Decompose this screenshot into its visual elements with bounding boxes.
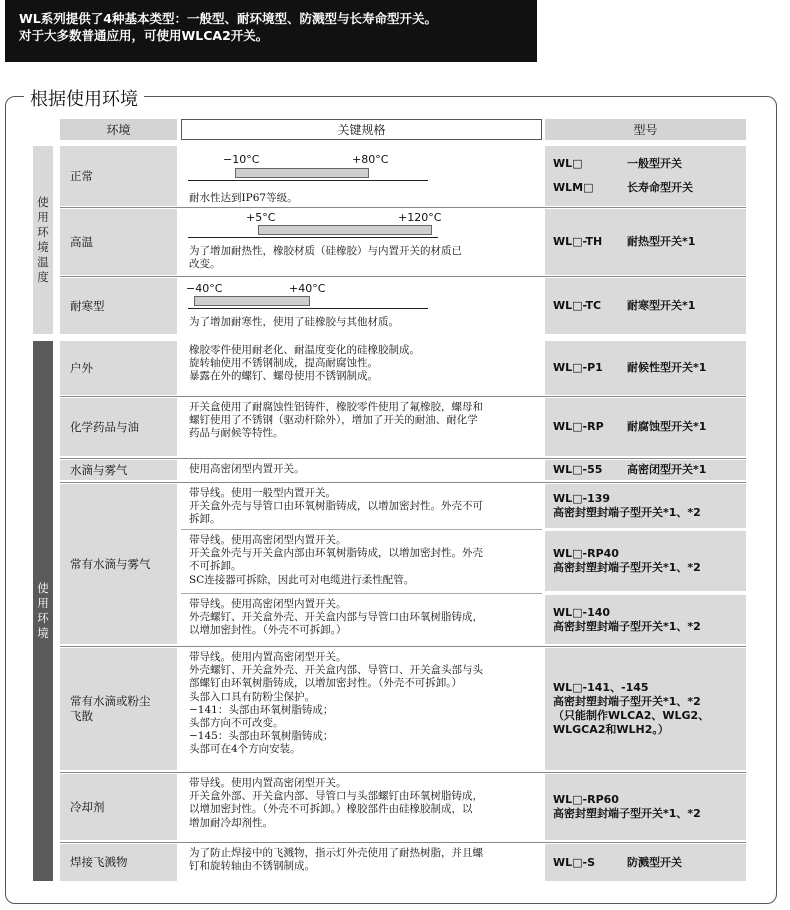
env-label: 化学药品与油 bbox=[60, 398, 177, 456]
model-desc: 耐候性型开关*1 bbox=[627, 361, 707, 374]
env-row-water-mist bbox=[60, 460, 746, 480]
intro-banner bbox=[5, 0, 537, 62]
env-row-dust bbox=[60, 648, 746, 770]
model-cell bbox=[545, 398, 746, 456]
model-desc: 高密闭型开关*1 bbox=[627, 463, 707, 476]
temp-axis bbox=[188, 180, 428, 181]
spec-text: 开关盒使用了耐腐蚀性铝铸件，橡胶零件使用了氟橡胶，螺母和 螺钉使用了不锈钢（驱动杆除外），增加了开关的耐油、耐化学 药品与耐候等特性。 bbox=[189, 401, 483, 440]
header-model: 型号 bbox=[545, 119, 746, 140]
model-extra: 高密封塑封端子型开关*1、*2 bbox=[553, 561, 701, 574]
model-code: WL□-RP40 bbox=[553, 547, 619, 560]
row-divider bbox=[60, 396, 746, 397]
model-extra: 高密封塑封端子型开关*1、*2 （只能制作WLCA2、WLG2、 WLGCA2和WLH2。） bbox=[553, 695, 710, 736]
model-cell bbox=[545, 648, 746, 770]
model-code: WL□-TH bbox=[553, 235, 603, 248]
temp-note: 为了增加耐热性，橡胶材质（硅橡胶）与内置开关的材质已 改变。 bbox=[189, 245, 462, 270]
env-row-140 bbox=[60, 595, 746, 644]
model-desc: 长寿命型开关 bbox=[627, 181, 693, 194]
temp-low-label: +5°C bbox=[246, 211, 276, 224]
model-extra: 高密封塑封端子型开关*1、*2 bbox=[553, 506, 701, 519]
model-cell bbox=[545, 844, 746, 881]
row-divider bbox=[60, 646, 746, 647]
model-cell bbox=[545, 595, 746, 644]
side-label-temperature: 使 用 环 境 温 度 bbox=[33, 146, 53, 334]
model-desc: 一般型开关 bbox=[627, 157, 682, 170]
temp-range-bar bbox=[235, 168, 369, 178]
row-divider bbox=[60, 458, 746, 459]
model-code: WL□-140 bbox=[553, 605, 611, 619]
row-divider bbox=[60, 772, 746, 773]
model-cell bbox=[545, 278, 746, 334]
env-row-rp40 bbox=[60, 531, 746, 591]
model-code: WL□ bbox=[553, 157, 583, 170]
temp-note: 耐水性达到IP67等级。 bbox=[189, 192, 298, 204]
model-cell bbox=[545, 341, 746, 395]
model-code: WLM□ bbox=[553, 181, 594, 194]
model-code: WL□-S bbox=[553, 855, 596, 869]
temp-row-normal bbox=[60, 146, 746, 206]
model-extra: 高密封塑封端子型开关*1、*2 bbox=[553, 807, 701, 820]
temp-axis bbox=[188, 237, 438, 238]
model-desc: 耐寒型开关*1 bbox=[627, 299, 696, 312]
spec-text: 橡胶零件使用耐老化、耐温度变化的硅橡胶制成。 旋转轴使用不锈钢制成，提高耐腐蚀性。 暴露在外的螺钉、螺母使用不锈钢制成。 bbox=[189, 344, 420, 383]
row-divider bbox=[60, 276, 746, 277]
env-label: 常有水滴或粉尘 飞散 bbox=[60, 648, 177, 770]
spec-text: 带导线。使用高密闭型内置开关。 开关盒外壳与开关盒内部由环氧树脂铸成，以增加密封性。外壳 不可拆卸。 SC连接器可拆除，因此可对电缆进行柔性配管。 bbox=[189, 534, 483, 586]
row-divider bbox=[181, 593, 542, 594]
model-code: WL□-139 bbox=[553, 492, 611, 505]
spec-text: 使用高密闭型内置开关。 bbox=[189, 463, 305, 475]
temp-axis bbox=[188, 308, 428, 309]
temp-low-label: −10°C bbox=[223, 153, 260, 166]
row-divider bbox=[60, 842, 746, 843]
model-cell bbox=[545, 209, 746, 275]
env-row-chemical bbox=[60, 398, 746, 456]
temp-note: 为了增加耐寒性，使用了硅橡胶与其他材质。 bbox=[189, 316, 399, 328]
env-row-welding bbox=[60, 844, 746, 881]
spec-text: 为了防止焊接中的飞溅物，指示灯外壳使用了耐热树脂，并且螺 钉和旋转轴由不锈钢制成。 bbox=[189, 847, 483, 873]
side-label-environment: 使 用 环 境 bbox=[33, 341, 53, 881]
env-row-coolant bbox=[60, 774, 746, 840]
env-row-outdoor bbox=[60, 341, 746, 395]
env-label: 常有水滴与雾气 bbox=[60, 484, 177, 644]
row-divider bbox=[60, 482, 746, 483]
model-code: WL□-141、-145 bbox=[553, 681, 649, 694]
header-env: 环境 bbox=[60, 119, 177, 140]
spec-text: 带导线。使用内置高密闭型开关。 外壳螺钉、开关盒外壳、开关盒内部、导管口、开关盒头部与头 部螺钉由环氧树脂铸成，以增加密封性。（外壳不可拆卸。） 头部入口具有防粉尘保护。 −141：头部由环氧树脂铸成； 头部方向不可改变。 −145：头部由环氧树脂铸成； 头部可在4个方向安装。 bbox=[189, 651, 483, 756]
env-label: 冷却剂 bbox=[60, 774, 177, 840]
env-label: 焊接飞溅物 bbox=[60, 844, 177, 881]
model-cell bbox=[545, 484, 746, 528]
row-divider bbox=[181, 529, 542, 530]
temp-high-label: +80°C bbox=[352, 153, 389, 166]
env-label: 耐寒型 bbox=[60, 278, 177, 334]
model-code: WL□-TC bbox=[553, 299, 602, 312]
model-code: WL□-RP bbox=[553, 420, 604, 433]
temp-range-bar bbox=[194, 296, 310, 306]
model-code: WL□-55 bbox=[553, 463, 603, 476]
row-divider bbox=[60, 207, 746, 208]
env-label: 户外 bbox=[60, 341, 177, 395]
model-extra: 高密封塑封端子型开关*1、*2 bbox=[553, 619, 701, 633]
model-cell bbox=[545, 774, 746, 840]
spec-text: 带导线。使用内置高密闭型开关。 开关盒外部、开关盒内部、导管口与头部螺钉由环氧树脂铸成， 以增加密封性。（外壳不可拆卸。）橡胶部件由硅橡胶制成，以 增加耐冷却剂性。 bbox=[189, 777, 483, 829]
header-spec: 关键规格 bbox=[181, 119, 542, 140]
intro-line-1: WL系列提供了4种基本类型：一般型、耐环境型、防溅型与长寿命型开关。 bbox=[19, 11, 437, 26]
temp-row-cold bbox=[60, 278, 746, 334]
temp-high-label: +40°C bbox=[289, 282, 326, 295]
model-cell bbox=[545, 531, 746, 591]
temp-range-bar bbox=[258, 225, 432, 235]
intro-line-2: 对于大多数普通应用，可使用WLCA2开关。 bbox=[19, 28, 269, 43]
temp-high-label: +120°C bbox=[398, 211, 442, 224]
model-cell bbox=[545, 460, 746, 480]
model-code: WL□-RP60 bbox=[553, 793, 619, 806]
spec-text: 带导线。使用高密闭型内置开关。 外壳螺钉、开关盒外壳、开关盒内部与导管口由环氧树脂铸成， 以增加密封性。（外壳不可拆卸。） bbox=[189, 598, 483, 637]
model-desc: 耐腐蚀型开关*1 bbox=[627, 420, 707, 433]
env-label: 正常 bbox=[60, 146, 177, 206]
spec-text: 带导线。使用一般型内置开关。 开关盒外壳与导管口由环氧树脂铸成，以增加密封性。外壳不可 拆卸。 bbox=[189, 487, 483, 526]
model-cell bbox=[545, 146, 746, 206]
temp-low-label: −40°C bbox=[186, 282, 223, 295]
model-desc: 耐热型开关*1 bbox=[627, 235, 696, 248]
env-row-139 bbox=[60, 484, 746, 528]
env-label: 高温 bbox=[60, 209, 177, 275]
env-label: 水滴与雾气 bbox=[60, 460, 177, 480]
model-code: WL□-P1 bbox=[553, 361, 603, 374]
model-desc: 防溅型开关 bbox=[627, 855, 682, 869]
section-title: 根据使用环境 bbox=[24, 85, 144, 111]
